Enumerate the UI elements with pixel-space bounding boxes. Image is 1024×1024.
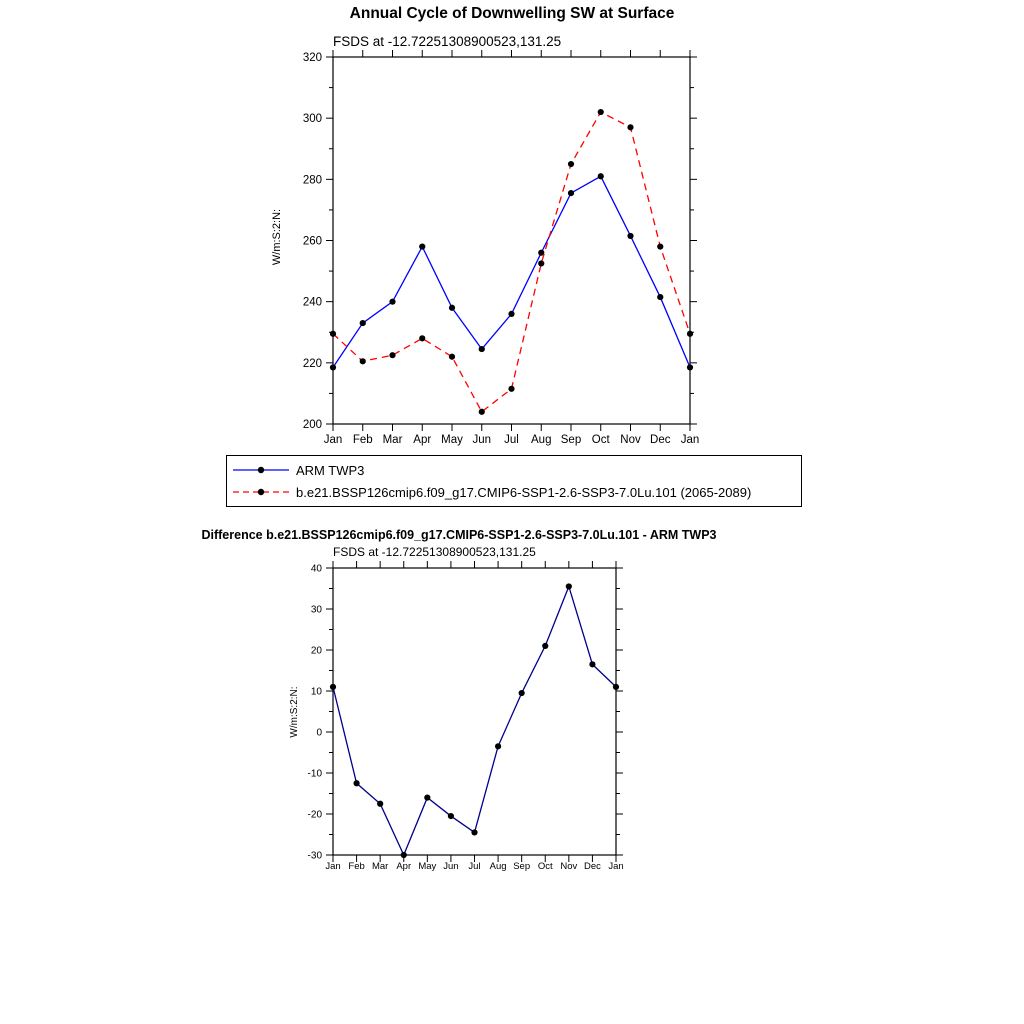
svg-text:10: 10 <box>310 686 322 698</box>
legend-line-sample-solid-icon <box>232 463 290 477</box>
svg-text:300: 300 <box>302 113 322 126</box>
svg-text:Jan: Jan <box>608 861 624 872</box>
svg-text:Sep: Sep <box>560 434 582 446</box>
top-chart-subtitle: FSDS at -12.72251308900523,131.25 <box>333 34 562 49</box>
svg-text:Apr: Apr <box>396 861 412 872</box>
legend-entry-model-run <box>227 481 801 503</box>
svg-text:40: 40 <box>310 563 322 575</box>
svg-text:Feb: Feb <box>352 434 373 446</box>
svg-text:Aug: Aug <box>489 861 507 872</box>
svg-text:Jun: Jun <box>443 861 459 872</box>
svg-text:220: 220 <box>302 357 322 370</box>
svg-text:May: May <box>418 861 437 872</box>
svg-text:Feb: Feb <box>348 861 365 872</box>
legend <box>226 455 802 507</box>
svg-text:30: 30 <box>310 604 322 616</box>
svg-text:Nov: Nov <box>620 434 641 446</box>
svg-text:Jul: Jul <box>468 861 481 872</box>
svg-text:Aug: Aug <box>531 434 552 446</box>
svg-text:-10: -10 <box>307 768 322 780</box>
legend-entry-arm-twp3 <box>227 459 801 481</box>
svg-text:-20: -20 <box>307 809 322 821</box>
svg-text:Jan: Jan <box>325 861 341 872</box>
legend-line-sample-dashed-icon <box>232 485 290 499</box>
bottom-chart-plot <box>308 561 624 872</box>
svg-text:200: 200 <box>302 419 322 432</box>
svg-text:Jan: Jan <box>323 434 343 446</box>
svg-text:Oct: Oct <box>591 434 610 446</box>
bottom-chart-subtitle: FSDS at -12.72251308900523,131.25 <box>333 545 536 559</box>
legend-label-arm-twp3: ARM TWP3 <box>296 462 365 478</box>
svg-text:20: 20 <box>310 645 322 657</box>
svg-text:Jun: Jun <box>472 434 492 446</box>
svg-text:Dec: Dec <box>583 861 601 872</box>
top-chart-title: Annual Cycle of Downwelling SW at Surface <box>349 5 675 22</box>
svg-text:0: 0 <box>316 727 322 739</box>
svg-text:Jul: Jul <box>504 434 519 446</box>
svg-text:Dec: Dec <box>650 434 671 446</box>
svg-text:Apr: Apr <box>413 434 432 446</box>
svg-text:Mar: Mar <box>371 861 389 872</box>
svg-text:Nov: Nov <box>560 861 578 872</box>
svg-text:-30: -30 <box>307 850 322 862</box>
legend-label-model-run: b.e21.BSSP126cmip6.f09_g17.CMIP6-SSP1-2.6-SSP3-7.0Lu.101 (2065-2089) <box>296 484 752 500</box>
svg-text:280: 280 <box>302 174 322 187</box>
svg-text:260: 260 <box>302 235 322 248</box>
bottom-chart-y-axis-label: W/m:S:2:N: <box>288 686 300 738</box>
svg-text:Jan: Jan <box>680 434 700 446</box>
bottom-chart-title: Difference b.e21.BSSP126cmip6.f09_g17.CMIP6-SSP1-2.6-SSP3-7.0Lu.101 - ARM TWP3 <box>201 528 717 542</box>
svg-text:Mar: Mar <box>382 434 403 446</box>
svg-text:320: 320 <box>302 52 322 65</box>
top-chart-y-axis-label: W/m:S:2:N: <box>271 208 283 266</box>
svg-text:Oct: Oct <box>537 861 553 872</box>
svg-text:240: 240 <box>302 296 322 309</box>
svg-text:Sep: Sep <box>513 861 531 872</box>
svg-text:May: May <box>441 434 463 446</box>
top-chart-plot <box>303 50 699 446</box>
